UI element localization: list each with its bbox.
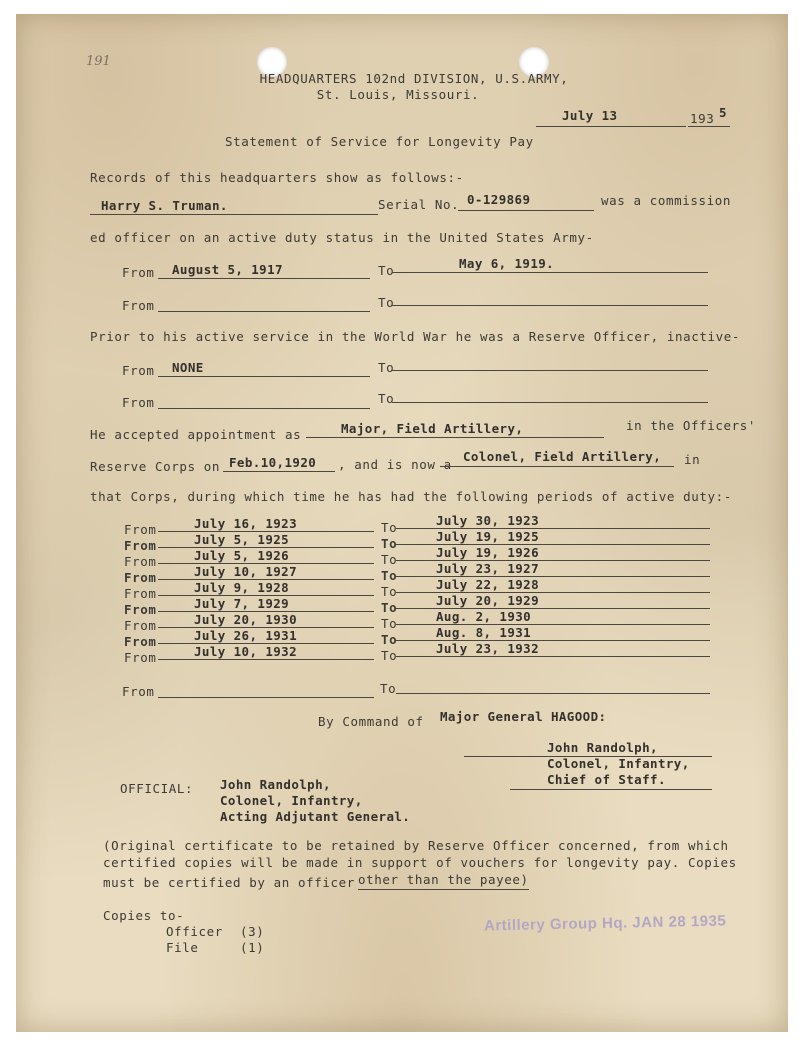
to-label: To [381, 616, 398, 631]
to-label: To [380, 681, 397, 696]
period-from: July 16, 1923 [194, 516, 298, 531]
from-label: From [122, 684, 155, 699]
now-text: , and is now a [338, 457, 452, 472]
to-label: To [381, 600, 398, 615]
official-title: Acting Adjutant General. [220, 809, 411, 824]
active-duty-text: ed officer on an active duty status in the United States Army- [90, 230, 594, 245]
from-label: From [122, 395, 155, 410]
period-from: July 20, 1930 [194, 612, 298, 627]
period-from: July 5, 1926 [194, 548, 290, 563]
to-label: To [381, 552, 398, 567]
field-line [392, 402, 708, 403]
period-to: July 19, 1926 [436, 545, 540, 560]
to-label: To [378, 295, 395, 310]
commander: Major General HAGOOD: [440, 709, 607, 724]
sig-name: John Randolph, [547, 740, 658, 755]
signature-line [510, 789, 712, 790]
from-label: From [124, 522, 157, 537]
appointment-value: Major, Field Artillery, [341, 421, 524, 436]
copies-to: Copies to- [103, 908, 185, 923]
header-line-2: St. Louis, Missouri. [316, 87, 480, 102]
to-label: To [378, 360, 395, 375]
period-from: July 10, 1927 [194, 564, 298, 579]
from-label: From [122, 298, 155, 313]
to-label: To [381, 584, 398, 599]
appointment-date: Feb.10,1920 [229, 455, 317, 470]
from-label: From [124, 634, 157, 649]
field-line [392, 305, 708, 306]
period-to: July 22, 1928 [436, 577, 540, 592]
period-from: July 5, 1925 [194, 532, 290, 547]
field-line [158, 408, 370, 409]
year-digit: 5 [719, 105, 727, 120]
field-line [396, 693, 710, 694]
to-label: To [381, 568, 398, 583]
statement-title: Statement of Service for Longevity Pay [225, 134, 534, 149]
officer-name: Harry S. Truman. [101, 198, 228, 213]
current-rank: Colonel, Field Artillery, [463, 449, 662, 464]
field-line [306, 437, 604, 438]
from-label: From [124, 602, 157, 617]
name-line [90, 214, 378, 215]
period-to: Aug. 8, 1931 [436, 625, 532, 640]
field-line [158, 659, 374, 660]
field-line [158, 697, 374, 698]
reserve-corps-text: Reserve Corps on [90, 459, 221, 474]
to-label: To [381, 632, 398, 647]
field-line [392, 370, 708, 371]
that-corps-text: that Corps, during which time he has had the following periods of active duty:- [90, 489, 732, 504]
serial-value: 0-129869 [467, 192, 531, 207]
accepted-text: He accepted appointment as [90, 427, 302, 442]
field-line [396, 656, 710, 657]
records-line: Records of this headquarters show as follows:- [90, 170, 464, 185]
sig-rank: Colonel, Infantry, [547, 756, 690, 771]
official-name: John Randolph, [220, 777, 331, 792]
period-to: Aug. 2, 1930 [436, 609, 532, 624]
field-line [158, 278, 370, 279]
year-line [688, 126, 730, 127]
in-officers-text: in the Officers' [626, 418, 757, 433]
period-to: July 19, 1925 [436, 529, 540, 544]
to-label: To [381, 520, 398, 535]
received-stamp: Artillery Group Hq. JAN 28 1935 [483, 912, 727, 935]
field-line [158, 311, 370, 312]
from-label: From [124, 650, 157, 665]
from-label: From [124, 570, 157, 585]
serial-line [458, 210, 594, 211]
note-line-1: (Original certificate to be retained by Reserve Officer concerned, from which [103, 838, 729, 853]
field-line [440, 466, 674, 467]
in-text: in [684, 452, 701, 467]
from-label: From [124, 586, 157, 601]
by-command-text: By Command of [318, 714, 424, 729]
period-to: July 23, 1927 [436, 561, 540, 576]
field-line [223, 471, 335, 472]
field-line [158, 376, 370, 377]
from-label: From [122, 265, 155, 280]
year-prefix: 193 [690, 111, 715, 126]
official-rank: Colonel, Infantry, [220, 793, 363, 808]
active-to-1: May 6, 1919. [459, 256, 555, 271]
note-line-3: must be certified by an officer [103, 875, 355, 890]
to-label: To [378, 263, 395, 278]
period-from: July 7, 1929 [194, 596, 290, 611]
copies-officer-count: (3) [240, 924, 265, 939]
from-label: From [122, 363, 155, 378]
prior-text: Prior to his active service in the World War he was a Reserve Officer, inactive- [90, 329, 741, 344]
to-label: To [378, 391, 395, 406]
from-label: From [124, 538, 157, 553]
field-line [392, 272, 708, 273]
note-underlined: other than the payee) [358, 872, 529, 890]
page-number: 191 [86, 54, 111, 69]
period-to: July 30, 1923 [436, 513, 540, 528]
period-from: July 9, 1928 [194, 580, 290, 595]
to-label: To [381, 536, 398, 551]
period-from: July 26, 1931 [194, 628, 298, 643]
from-label: From [124, 618, 157, 633]
reserve-from-1: NONE [172, 360, 204, 375]
from-label: From [124, 554, 157, 569]
date-value: July 13 [562, 108, 618, 123]
date-line [536, 126, 686, 127]
copies-file-label: File [166, 940, 199, 955]
sig-title: Chief of Staff. [547, 772, 666, 787]
commission-text: was a commission [601, 193, 732, 208]
serial-label: Serial No. [378, 197, 460, 212]
official-label: OFFICIAL: [120, 781, 194, 796]
active-from-1: August 5, 1917 [172, 262, 283, 277]
note-line-2: certified copies will be made in support of vouchers for longevity pay. Copies [103, 855, 737, 870]
period-to: July 20, 1929 [436, 593, 540, 608]
copies-officer-label: Officer [166, 924, 223, 939]
header-line-1: HEADQUARTERS 102nd DIVISION, U.S.ARMY, [259, 71, 569, 86]
copies-file-count: (1) [240, 940, 265, 955]
period-from: July 10, 1932 [194, 644, 298, 659]
period-to: July 23, 1932 [436, 641, 540, 656]
to-label: To [381, 648, 398, 663]
